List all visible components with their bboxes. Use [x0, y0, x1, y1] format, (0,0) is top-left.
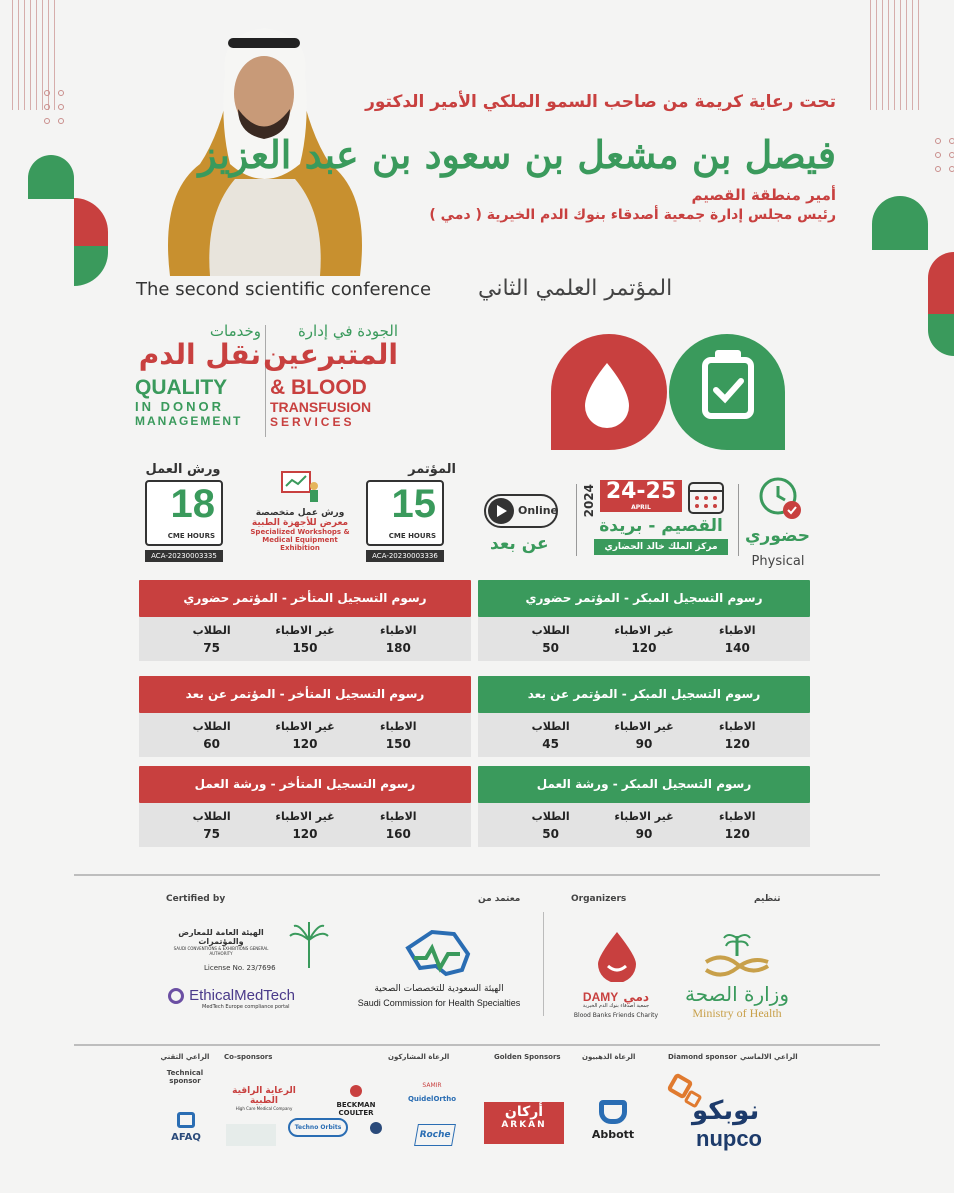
remote-label: عن بعد: [490, 534, 549, 554]
fee-col-students: [511, 720, 591, 751]
roche-logo: [414, 1124, 456, 1146]
col-label: الاطباء: [719, 719, 756, 733]
techno-name: Techno Orbits: [288, 1118, 348, 1137]
fee-value: 150: [292, 640, 318, 655]
fee-value: 60: [203, 736, 220, 751]
fee-col-non-doctors: [604, 810, 684, 841]
fee-col-doctors: [358, 810, 438, 841]
arkan-en: ARKAN: [501, 1120, 547, 1130]
scfhs-ar: الهيئة السعودية للتخصصات الصحية: [374, 984, 504, 994]
title-ar-big: نقل الدم: [138, 338, 261, 371]
tech-sponsor-header: [160, 1053, 210, 1085]
patron-name: فيصل بن مشعل بن سعود بن عبد العزيز: [198, 132, 836, 177]
title-ar-small: الجودة في إدارة: [297, 322, 398, 340]
col-label: الطلاب: [192, 623, 231, 637]
fee-body: [139, 713, 471, 757]
patron-title-2: رئيس مجلس إدارة جمعية أصدقاء بنوك الدم الخيرية ( دمي ): [429, 207, 836, 223]
col-label: غير الاطباء: [614, 623, 674, 637]
accredited-label: معتمد من: [478, 894, 521, 904]
nupco-en: nupco: [696, 1126, 762, 1151]
fee-table-early-workshop: [478, 766, 810, 847]
scfhs-icon: [402, 924, 476, 980]
arkan-ar: أركان: [504, 1104, 544, 1120]
workshops-cme-badge: [145, 480, 223, 546]
quidel-name: QuidelOrtho: [407, 1095, 457, 1103]
fee-col-doctors: [358, 624, 438, 655]
damy-ar: دمي: [623, 990, 650, 1004]
fee-col-non-doctors: [604, 720, 684, 751]
online-label: Online: [518, 504, 559, 517]
hospital-logo: [226, 1124, 276, 1146]
fee-value: 180: [385, 640, 411, 655]
fee-title: رسوم التسجيل المبكر - المؤتمر عن بعد: [478, 676, 810, 713]
decor-arch: [74, 198, 108, 246]
gcea-license: License No. 23/7696: [204, 964, 276, 972]
fee-table-late-workshop: [139, 766, 471, 847]
moh-emblem-icon: [702, 930, 772, 980]
golden-label: Golden Sponsors: [494, 1053, 561, 1061]
title-en-line: & BLOOD: [270, 376, 367, 399]
arkan-logo: [484, 1102, 564, 1144]
fee-col-students: [172, 810, 252, 841]
physical-ar: حضوري: [744, 526, 810, 546]
damy-sub-ar: جمعية أصدقاء بنوك الدم الخيرية: [582, 1003, 650, 1009]
abbott-logo: [590, 1100, 636, 1141]
col-label: غير الاطباء: [275, 809, 335, 823]
physical-en: Physical: [751, 554, 805, 569]
col-label: الاطباء: [719, 809, 756, 823]
fee-value: 160: [385, 826, 411, 841]
damy-sub-en: Blood Banks Friends Charity: [573, 1012, 659, 1019]
organize-label: تنظيم: [754, 894, 781, 904]
decor-dots: [935, 138, 954, 172]
play-triangle: [497, 505, 507, 517]
fee-col-students: [511, 810, 591, 841]
fee-col-students: [172, 624, 252, 655]
moh-en: Ministry of Health: [692, 1006, 782, 1020]
title-en-line: IN DONOR: [135, 399, 224, 414]
col-label: الاطباء: [719, 623, 756, 637]
fee-title: رسوم التسجيل المتأخر - المؤتمر عن بعد: [139, 676, 471, 713]
fee-body: [139, 617, 471, 661]
fee-col-non-doctors: [265, 720, 345, 751]
divider: [543, 912, 544, 1016]
col-label: الطلاب: [192, 809, 231, 823]
event-dates-text: 24-25: [605, 479, 677, 504]
participants-label: الرعاة المشاركون: [388, 1053, 450, 1061]
fee-col-doctors: [358, 720, 438, 751]
fee-value: 120: [724, 736, 750, 751]
fee-table-early-physical: [478, 580, 810, 661]
damy-en: DAMY: [582, 990, 619, 1004]
title-en-line: MANAGEMENT: [135, 414, 243, 428]
fee-title: رسوم التسجيل المتأخر - ورشة العمل: [139, 766, 471, 803]
col-label: الاطباء: [380, 623, 417, 637]
title-right: [263, 322, 398, 429]
samir-name: SAMIR: [422, 1082, 442, 1089]
event-dates: [600, 480, 682, 512]
col-label: الطلاب: [531, 623, 570, 637]
abbott-name: Abbott: [591, 1128, 635, 1141]
diamond-ar-label: الراعي الالماسي: [740, 1053, 798, 1061]
fee-value: 120: [631, 640, 657, 655]
fee-value: 90: [635, 826, 653, 841]
nupco-ar: نوبكو: [692, 1096, 760, 1126]
ethical-icon: [168, 988, 184, 1004]
exhibit-ar-1: ورش عمل متخصصة: [255, 508, 345, 518]
fee-body: [139, 803, 471, 847]
fee-col-students: [511, 624, 591, 655]
title-ar-big: المتبرعين: [263, 338, 398, 371]
patron-title-1: أمير منطقة القصيم: [691, 186, 836, 204]
tech-en-1: Technical: [166, 1069, 204, 1077]
workshops-hours: 18: [170, 482, 215, 526]
fee-body: [478, 713, 810, 757]
gcea-en: SAUDI CONVENTIONS & EXHIBITIONS GENERAL AUTHORITY: [173, 946, 269, 956]
beckman-icon: [350, 1085, 362, 1097]
damy-drop-icon: [596, 930, 638, 982]
col-label: غير الاطباء: [614, 719, 674, 733]
gcea-ar: الهيئة العامة للمعارض والمؤتمرات: [178, 928, 264, 946]
fee-col-doctors: [697, 720, 777, 751]
title-left: [135, 322, 261, 427]
section-divider: [74, 874, 880, 876]
ethical-medtech-logo: [168, 985, 338, 1010]
exhibition-badge: [250, 470, 350, 552]
title-en-line: TRANSFUSION: [270, 399, 372, 415]
event-location: القصيم - بريدة: [599, 516, 723, 536]
beckman-name: BECKMAN COULTER: [336, 1101, 376, 1117]
fee-table-late-online: [139, 676, 471, 757]
beckman-logo: [330, 1082, 382, 1117]
nupco-logo: [668, 1074, 780, 1150]
tech-ar: الراعي التقني: [160, 1053, 210, 1061]
roche-name: Roche: [418, 1130, 452, 1140]
ria-ar: الرعاية الراقية الطبية: [232, 1086, 296, 1106]
co-sponsors-label: Co-sponsors: [224, 1053, 273, 1061]
col-label: غير الاطباء: [275, 623, 335, 637]
title-ar-small: وخدمات: [209, 322, 261, 340]
workshops-title: ورش العمل: [145, 462, 221, 477]
presentation-icon: [278, 470, 322, 504]
tech-en-2: sponsor: [169, 1077, 201, 1085]
online-pill: [484, 494, 558, 528]
fee-value: 120: [724, 826, 750, 841]
fee-value: 120: [292, 826, 318, 841]
fee-table-early-online: [478, 676, 810, 757]
fee-table-late-physical: [139, 580, 471, 661]
fee-value: 50: [542, 826, 559, 841]
decor-arch: [28, 155, 74, 199]
decor-stripes-right: [870, 0, 940, 110]
cme-label: CME HOURS: [388, 532, 436, 540]
certified-by-label: Certified by: [166, 894, 226, 904]
exhibit-en-1: Specialized Workshops &: [250, 528, 350, 536]
calendar-icon: [686, 478, 726, 516]
decor-arch: [872, 196, 928, 250]
fee-col-non-doctors: [265, 810, 345, 841]
fee-value: 90: [635, 736, 653, 751]
moh-ar: وزارة الصحة: [685, 982, 789, 1006]
fee-col-doctors: [697, 624, 777, 655]
event-month: APRIL: [631, 504, 651, 511]
samir-logo: [404, 1082, 460, 1103]
fee-value: 75: [203, 640, 220, 655]
decor-arch: [928, 252, 954, 314]
fee-body: [478, 617, 810, 661]
conference-logo: [543, 328, 793, 456]
fee-value: 75: [203, 826, 220, 841]
fee-value: 150: [385, 736, 411, 751]
col-label: الاطباء: [380, 809, 417, 823]
col-label: الاطباء: [380, 719, 417, 733]
fee-title: رسوم التسجيل المبكر - ورشة العمل: [478, 766, 810, 803]
conference-cme-badge: [366, 480, 444, 546]
golden-ar-label: الرعاة الذهبيون: [582, 1053, 636, 1061]
col-label: الطلاب: [531, 809, 570, 823]
event-venue: مركز الملك خالد الحضاري: [594, 539, 728, 555]
title-en-line: SERVICES: [270, 415, 355, 429]
techno-logo: [288, 1118, 348, 1137]
subtitle-ar: المؤتمر العلمي الثاني: [478, 276, 673, 301]
palm-icon: [286, 920, 332, 970]
patronage-line: تحت رعاية كريمة من صاحب السمو الملكي الأمير الدكتور: [365, 92, 836, 112]
fee-title: رسوم التسجيل المبكر - المؤتمر حضوري: [478, 580, 810, 617]
fee-body: [478, 803, 810, 847]
divider: [738, 484, 739, 556]
afaq-icon: [177, 1112, 195, 1128]
fee-col-students: [172, 720, 252, 751]
conference-hours: 15: [391, 482, 436, 526]
exhibit-en-2: Medical Equipment Exhibition: [262, 536, 338, 552]
workshops-code: ACA-20230003335: [145, 550, 223, 562]
clock-check-icon: [756, 474, 804, 522]
ethical-name: EthicalMedTech: [189, 987, 295, 1004]
fee-value: 45: [542, 736, 559, 751]
ria-logo: [222, 1086, 306, 1111]
fee-value: 120: [292, 736, 318, 751]
diamond-label: Diamond sponsor: [668, 1053, 737, 1061]
col-label: غير الاطباء: [275, 719, 335, 733]
col-label: الطلاب: [192, 719, 231, 733]
subtitle-en: The second scientific conference: [136, 279, 432, 300]
conference-code: ACA-20230003336: [366, 550, 444, 562]
col-label: الطلاب: [531, 719, 570, 733]
divider: [576, 484, 577, 556]
ethical-sub: MedTech Europe compliance portal: [202, 1004, 290, 1010]
decor-dots: [44, 90, 64, 124]
afaq-name: AFAQ: [171, 1132, 201, 1143]
fee-title: رسوم التسجيل المتأخر - المؤتمر حضوري: [139, 580, 471, 617]
organizers-label: Organizers: [571, 894, 627, 904]
fee-col-non-doctors: [265, 624, 345, 655]
afaq-logo: [166, 1112, 206, 1143]
fee-col-doctors: [697, 810, 777, 841]
title-en-line: QUALITY: [135, 376, 228, 399]
circle-logo: [370, 1122, 382, 1134]
fee-value: 50: [542, 640, 559, 655]
decor-arch: [74, 246, 108, 286]
exhibit-ar-2: معرض للأجهزة الطبية: [251, 518, 349, 528]
decor-arch: [928, 314, 954, 356]
fee-value: 140: [724, 640, 750, 655]
cme-label: CME HOURS: [167, 532, 215, 540]
fee-col-non-doctors: [604, 624, 684, 655]
col-label: غير الاطباء: [614, 809, 674, 823]
event-year: 2024: [582, 484, 596, 518]
scfhs-en: Saudi Commission for Health Specialties: [357, 998, 521, 1008]
ria-en: High Care Medical Company: [235, 1106, 293, 1111]
conference-title: المؤتمر: [408, 462, 456, 477]
abbott-icon: [599, 1100, 627, 1124]
section-divider: [74, 1044, 880, 1046]
